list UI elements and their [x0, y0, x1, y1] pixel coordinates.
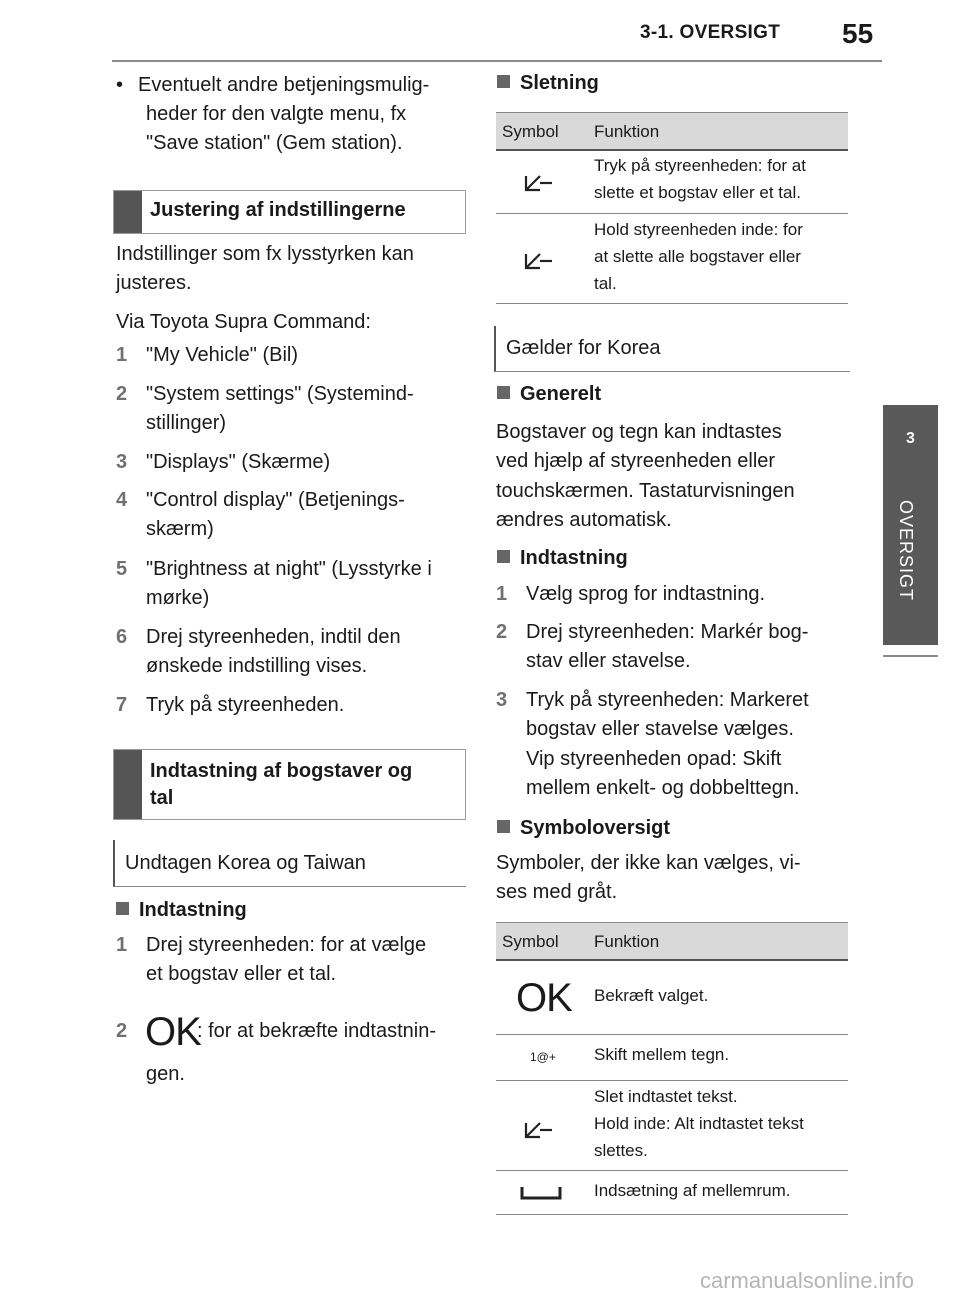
row-description: slettes.	[594, 1141, 648, 1160]
row-description: at slette alle bogstaver eller	[594, 247, 801, 266]
page-number: 55	[842, 18, 874, 49]
region-note-text: Undtagen Korea og Taiwan	[125, 852, 366, 874]
subheading-generelt: Generelt	[497, 383, 601, 406]
input-step-2-number: 2	[116, 1020, 128, 1042]
row-description: Bekræft valget.	[594, 986, 709, 1005]
column-header-symbol: Symbol	[502, 932, 559, 951]
square-bullet-icon	[116, 902, 129, 915]
square-bullet-icon	[497, 386, 510, 399]
backspace-icon	[524, 172, 554, 194]
square-bullet-icon	[497, 820, 510, 833]
section-box-justering	[113, 190, 466, 234]
paragraph-line: justeres.	[116, 272, 192, 294]
watermark: carmanualsonline.info	[700, 1268, 915, 1293]
backspace-icon	[524, 250, 554, 272]
table-header	[496, 112, 848, 151]
section-box-bar	[114, 191, 142, 233]
region-note-text: Gælder for Korea	[506, 337, 661, 359]
region-note-korea	[494, 326, 850, 372]
subheading-symboloversigt: Symboloversigt	[497, 817, 670, 840]
section-title-line-2: tal	[150, 787, 174, 809]
bullet-line-2: heder for den valgte menu, fx	[146, 103, 407, 125]
switch-chars-icon: 1@+	[530, 1050, 556, 1064]
paragraph-line: touchskærmen. Tastaturvisningen	[496, 480, 795, 502]
row-description: Hold styreenheden inde: for	[594, 220, 803, 239]
row-description: slette et bogstav eller et tal.	[594, 183, 801, 202]
subheading-sletning: Sletning	[497, 72, 599, 95]
subheading-indtastning: Indtastning	[116, 899, 247, 922]
step-2-cont: stillinger)	[146, 412, 227, 434]
input-step-1-cont: et bogstav eller et tal.	[146, 963, 337, 985]
column-header-symbol: Symbol	[502, 122, 559, 141]
paragraph-line: Via Toyota Supra Command:	[116, 311, 371, 333]
chapter-tab-rule	[883, 655, 938, 657]
square-bullet-icon	[497, 550, 510, 563]
table-row	[496, 1035, 848, 1081]
bullet-line-3: "Save station" (Gem station).	[146, 132, 403, 154]
input-step-2-text: : for at bekræfte indtastnin-	[197, 1020, 437, 1042]
section-title-line-1: Indtastning af bogstaver og	[150, 760, 413, 782]
paragraph-line: Indstillinger som fx lysstyrken kan	[116, 243, 414, 265]
step-5-cont: mørke)	[146, 587, 210, 609]
input-step-2-cont: gen.	[146, 1063, 185, 1085]
table-row	[496, 960, 848, 1035]
backspace-icon	[524, 1119, 554, 1141]
right-step-3-cont: mellem enkelt- og dobbelttegn.	[526, 777, 800, 799]
table-row	[496, 1171, 848, 1215]
region-note	[113, 840, 466, 887]
right-step-3-cont: Vip styreenheden opad: Skift	[526, 748, 782, 770]
chapter-tab-label: OVERSIGT	[896, 500, 916, 602]
table-header	[496, 922, 848, 961]
paragraph-line: ændres automatisk.	[496, 509, 672, 531]
right-step-3-cont: bogstav eller stavelse vælges.	[526, 718, 794, 740]
paragraph-line: ses med gråt.	[496, 881, 618, 903]
paragraph-line: Bogstaver og tegn kan indtastes	[496, 421, 782, 443]
subheading-indtastning-right: Indtastning	[497, 547, 628, 570]
right-step-2-cont: stav eller stavelse.	[526, 650, 691, 672]
step-4-cont: skærm)	[146, 518, 214, 540]
row-description: Hold inde: Alt indtastet tekst	[594, 1114, 804, 1133]
space-icon	[520, 1185, 562, 1201]
table-row	[496, 214, 848, 304]
ok-icon: OK	[516, 976, 572, 1020]
table-row	[496, 150, 848, 214]
running-header: 3-1. OVERSIGT	[640, 22, 781, 43]
row-description: Indsætning af mellemrum.	[594, 1181, 791, 1200]
row-description: Slet indtastet tekst.	[594, 1087, 738, 1106]
paragraph-line: Symboler, der ikke kan vælges, vi-	[496, 852, 801, 874]
row-description: Skift mellem tegn.	[594, 1045, 730, 1064]
header-rule	[112, 60, 882, 62]
section-box-indtastning	[113, 749, 466, 820]
row-description: tal.	[594, 274, 617, 293]
column-header-funktion: Funktion	[594, 122, 660, 141]
ok-icon: OK	[145, 1010, 201, 1054]
paragraph-line: ved hjælp af styreenheden eller	[496, 450, 776, 472]
section-box-bar	[114, 750, 142, 819]
chapter-tab-number: 3	[906, 430, 915, 447]
table-row	[496, 1081, 848, 1171]
bullet-line-1: Eventuelt andre betjeningsmulig-	[138, 74, 430, 96]
section-title-justering: Justering af indstillingerne	[150, 199, 406, 221]
column-header-funktion: Funktion	[594, 932, 660, 951]
row-description: Tryk på styreenheden: for at	[594, 156, 806, 175]
bullet-marker: •	[116, 74, 124, 96]
square-bullet-icon	[497, 75, 510, 88]
step-6-cont: ønskede indstilling vises.	[146, 655, 368, 677]
